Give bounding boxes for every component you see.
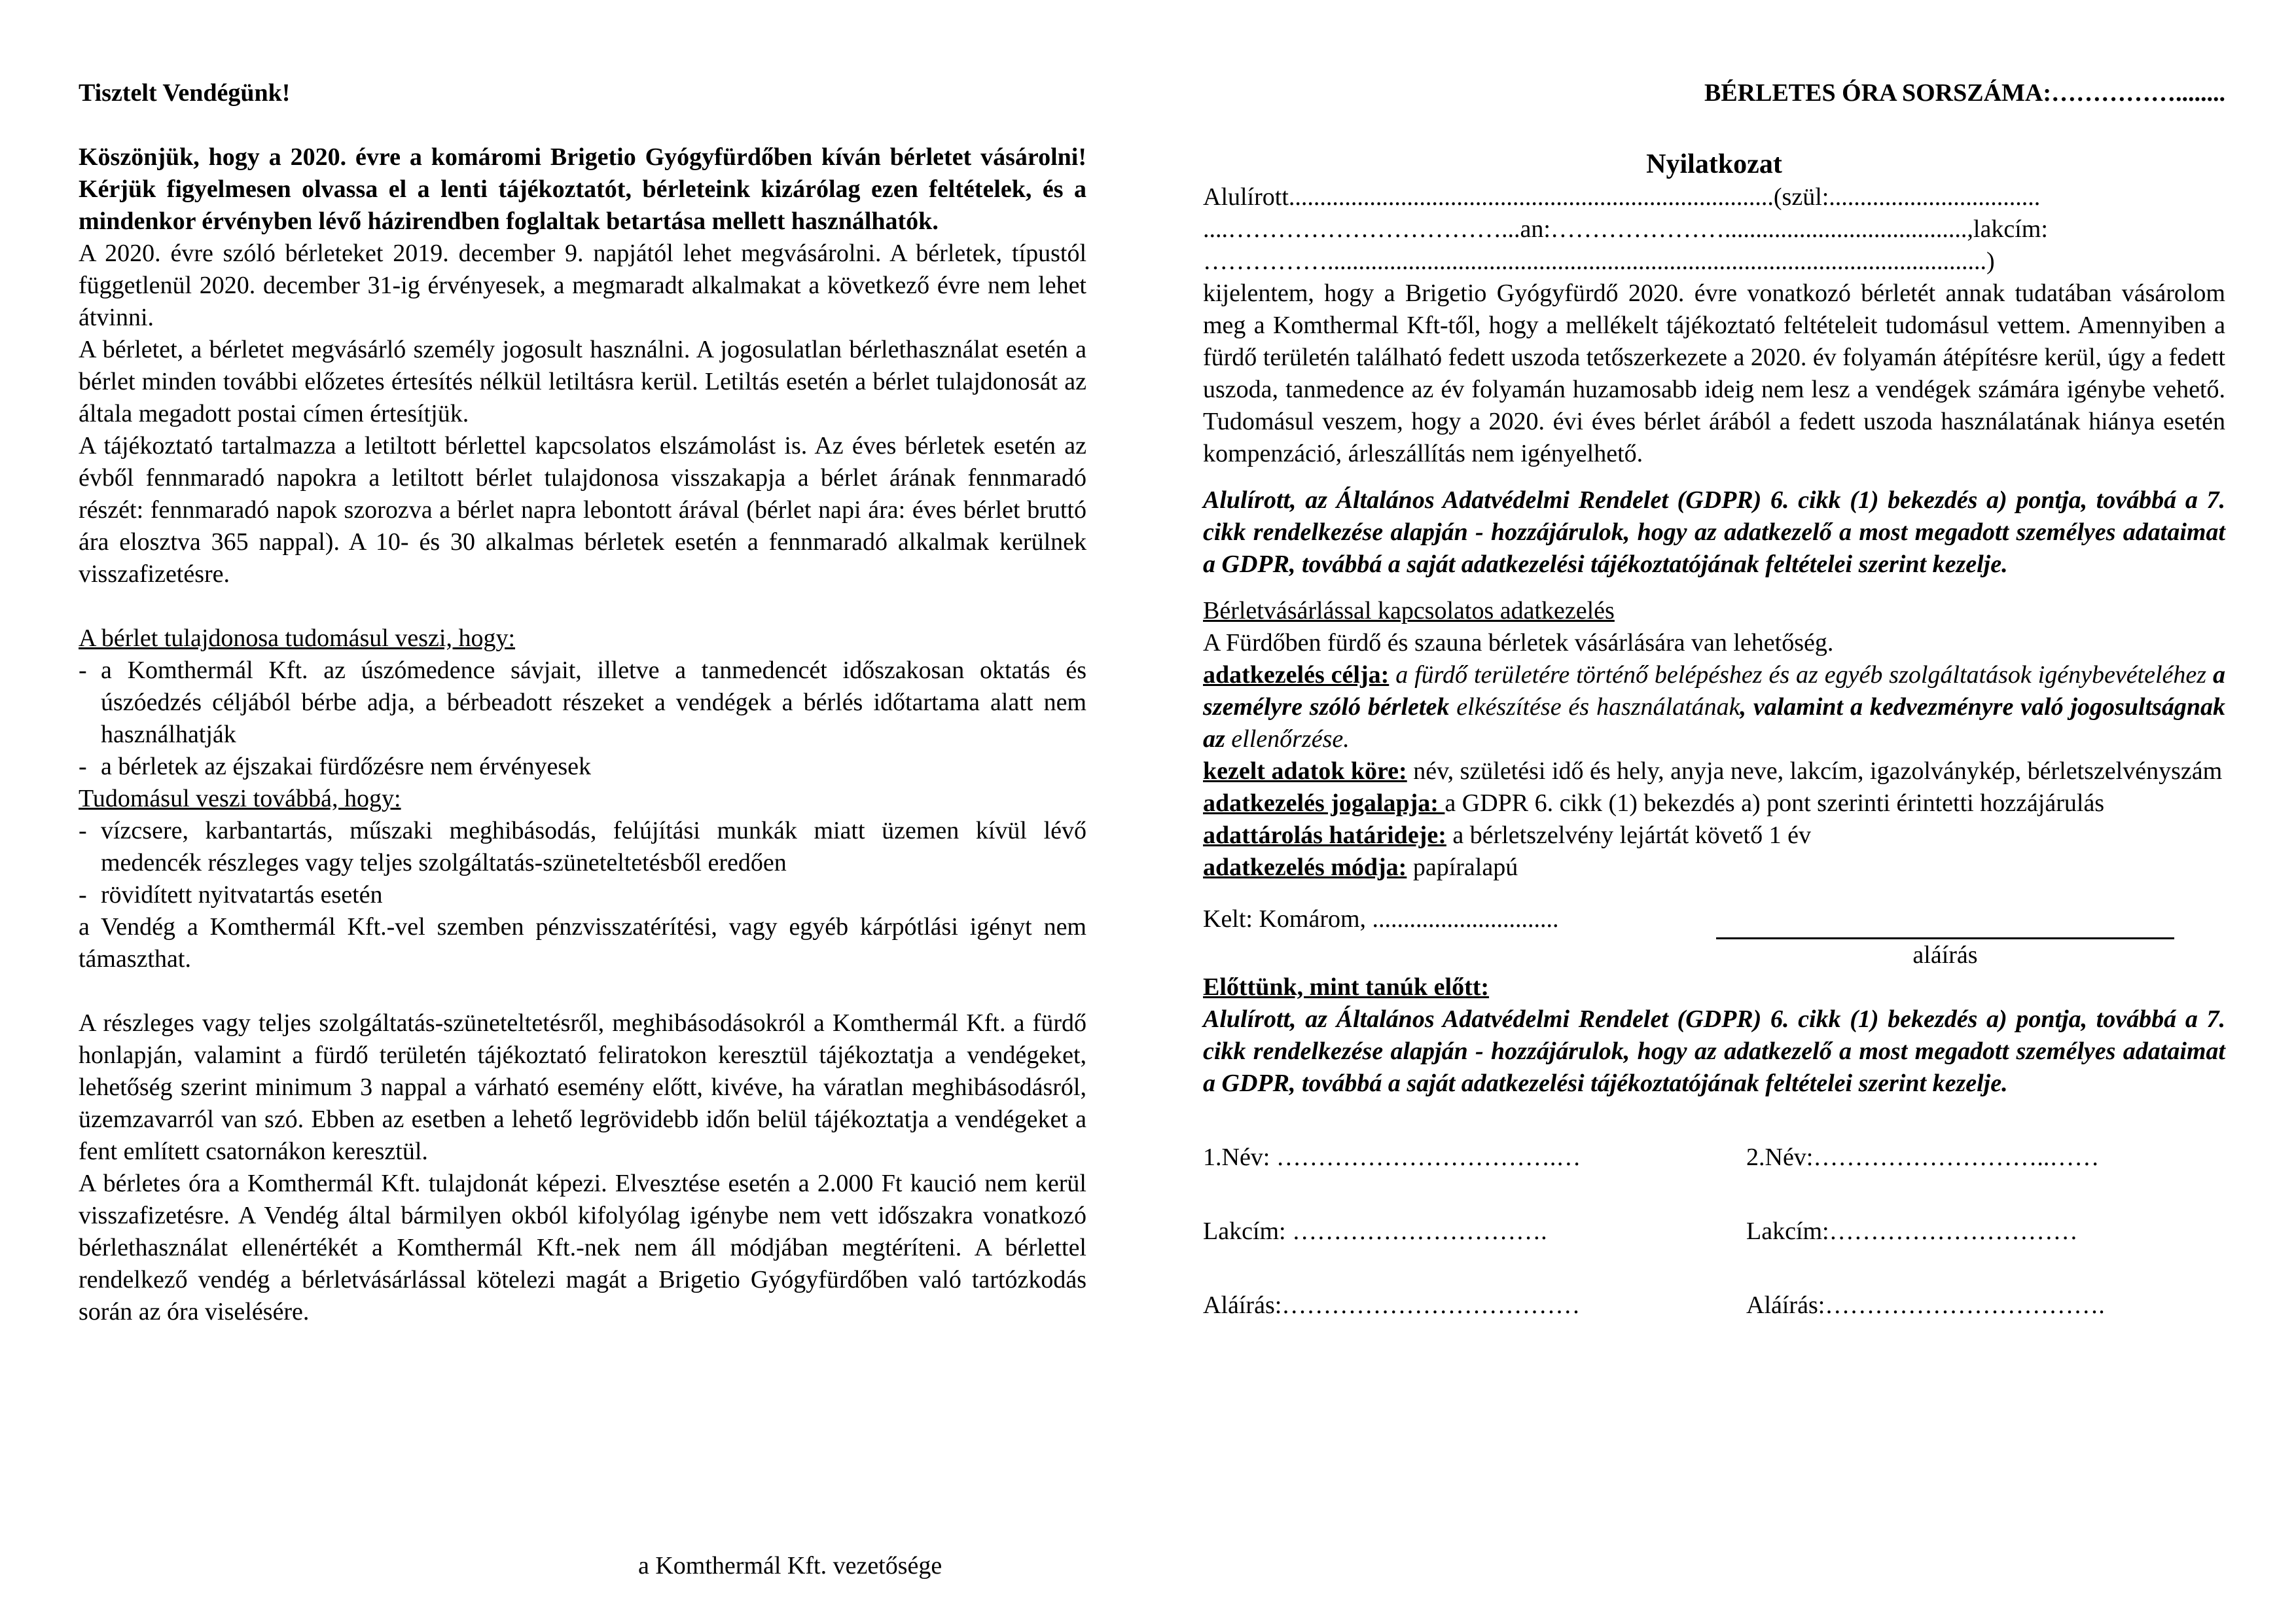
greeting: Tisztelt Vendégünk! (79, 79, 291, 107)
witness-address-row (1203, 1216, 2225, 1248)
intro-paragraph: Köszönjük, hogy a 2020. évre a komáromi Brigetio Gyógyfürdőben kíván bérletet vásárolni! Kérjük figyelmesen olvassa el a lenti tájékoztatót, bérleteink kizárólag ezen feltételek, és a mindenkor érvényben lévő házirendben foglaltak betartása mellett használhatók. (79, 143, 1086, 235)
witness2-signature-field[interactable]: Aláírás:……………………………. (1746, 1291, 2105, 1319)
form-line-address[interactable]: ……………..........................................................................................................) (1203, 247, 1995, 275)
acknowledgement-heading: A bérlet tulajdonosa tudomásul veszi, hogy: (79, 624, 516, 652)
signoff: a Komthermál Kft. vezetősége (638, 1552, 942, 1579)
signature-line[interactable] (1716, 903, 2174, 939)
form-line-mother[interactable]: ....……………………………...an:………………….......................................,lakcím: (1203, 215, 2048, 243)
watch-paragraph: A bérletes óra a Komthermál Kft. tulajdonát képezi. Elvesztése esetén a 2.000 Ft kaució nem kerül visszafizetésre. A Vendég által bármilyen okból kifolyólag igénybe nem vett időszakra vonatkozó bérlethasználat ellenértékét a Komthermál Kft.-nek nem áll módjában megtéríteni. A bérlettel rendelkező vendég a bérletvásárlással kötelezi magát a Brigetio Gyógyfürdőben való tartózkodás során az óra viselésére. (79, 1170, 1086, 1326)
dated-field[interactable]: Kelt: Komárom, .............................. (1203, 905, 1559, 933)
usage-paragraph: A bérletet, a bérletet megvásárló személy jogosult használni. A jogosulatlan bérlethasználat esetén a bérlet minden további előzetes értesítés nélkül letiltásra kerül. Letiltás esetén a bérlet tulajdonosát az általa megadott postai címen értesítjük. (79, 336, 1086, 427)
witness-name-row (1203, 1142, 2225, 1174)
watch-serial-label: BÉRLETES ÓRA SORSZÁMA:……………........ (1704, 79, 2225, 107)
data-handling-heading: Bérletvásárlással kapcsolatos adatkezelés (1203, 597, 1615, 624)
declaration-column (1203, 77, 2225, 1322)
scope-row: kezelt adatok köre: név, születési idő és hely, anyja neve, lakcím, igazolványkép, bérletszelvényszám (1203, 757, 2223, 785)
declaration-title: Nyilatkozat (1646, 149, 1782, 179)
method-row: adatkezelés módja: papíralapú (1203, 854, 1518, 881)
witness1-name-field[interactable]: 1.Név: …………………………….… (1203, 1144, 1581, 1171)
signature-block (1716, 903, 2174, 971)
validity-paragraph: A 2020. évre szóló bérleteket 2019. december 9. napjától lehet megvásárolni. A bérletek, típustól függetlenül 2020. december 31-ig érvényesek, a megmaradt alkalmakat a következő évre nem lehet átvinni. (79, 240, 1086, 331)
witness1-address-field[interactable]: Lakcím: …………………………. (1203, 1218, 1547, 1245)
witness-signature-row (1203, 1290, 2225, 1322)
no-compensation-text: a Vendég a Komthermál Kft.-vel szemben pénzvisszatérítési, vagy egyéb kárpótlási igényt nem támaszthat. (79, 913, 1086, 973)
info-column (79, 77, 1086, 1328)
retention-row: adattárolás határideje: a bérletszelvény lejártát követő 1 év (1203, 821, 1811, 849)
witness1-signature-field[interactable]: Aláírás:……………………………… (1203, 1291, 1581, 1319)
signature-caption: aláírás (1912, 941, 1978, 969)
gdpr-consent: Alulírott, az Általános Adatvédelmi Rendelet (GDPR) 6. cikk (1) bekezdés a) pontja, továbbá a 7. cikk rendelkezése alapján - hozzájárulok, hogy az adatkezelő a most megadott személyes adataimat a GDPR, továbbá a saját adatkezelési tájékoztatójának feltételei szerint kezelje. (1203, 486, 2225, 578)
witness2-address-field[interactable]: Lakcím:………………………… (1746, 1218, 2078, 1245)
form-line-name[interactable]: Alulírott..............................................................................(szül:.................................. (1203, 183, 2041, 211)
witness-heading: Előttünk, mint tanúk előtt: (1203, 973, 1490, 1001)
list-item: - rövidített nyitvatartás esetén (79, 881, 383, 909)
witness2-name-field[interactable]: 2.Név:………………………..…… (1746, 1144, 2100, 1171)
declaration-text: kijelentem, hogy a Brigetio Gyógyfürdő 2020. évre vonatkozó bérletét annak tudatában vásárolom meg a Komthermal Kft-től, hogy a mellékelt tájékoztató feltételeit tudomásul vettem. Amennyiben a fürdő területén található fedett uszoda tetőszerkezete a 2020. év folyamán átépítésre kerül, úgy a fedett uszoda, tanmedence az év folyamán huzamosabb ideig nem lesz a vendégek számára igénybe vehető. Tudomásul veszem, hogy a 2020. évi éves bérlet árából a fedett uszoda használatának hiánya esetén kompenzáció, árleszállítás nem igényelhető. (1203, 280, 2225, 467)
list-item: - a Komthermál Kft. az úszómedence sávjait, illetve a tanmedencét időszakosan oktatás és úszóedzés céljából bérbe adja, a bérbeadott részeket a vendégek a bérlés időtartama alatt nem használhatják (79, 657, 1086, 748)
legal-basis-row: adatkezelés jogalapja: a GDPR 6. cikk (1) bekezdés a) pont szerinti érintetti hozzájárulás (1203, 789, 2105, 817)
data-handling-intro: A Fürdőben fürdő és szauna bérletek vásárlására van lehetőség. (1203, 629, 1834, 657)
witness-consent: Alulírott, az Általános Adatvédelmi Rendelet (GDPR) 6. cikk (1) bekezdés a) pontja, továbbá a 7. cikk rendelkezése alapján - hozzájárulok, hogy az adatkezelő a most megadott személyes adataimat a GDPR, továbbá a saját adatkezelési tájékoztatójának feltételei szerint kezelje. (1203, 1005, 2225, 1097)
refund-paragraph: A tájékoztató tartalmazza a letiltott bérlettel kapcsolatos elszámolást is. Az éves bérletek esetén az évből fennmaradó napokra a letiltott bérlet tulajdonosa visszakapja a bérlet árának fennmaradó részét: fennmaradó napok szorozva a bérlet napra lebontott árával (bérlet napi ára: éves bérlet bruttó ára elosztva 365 nappal). A 10- és 30 alkalmas bérletek esetén a fennmaradó alkalmak kerülnek visszafizetésre. (79, 432, 1086, 588)
notification-paragraph: A részleges vagy teljes szolgáltatás-szüneteltetésről, meghibásodásokról a Komthermál Kft. a fürdő honlapján, valamint a fürdő területén tájékoztató feliratokon keresztül tájékoztatja a vendégeket, lehetőség szerint minimum 3 nappal a várható esemény előtt, kivéve, ha váratlan meghibásodásról, üzemzavarról van szó. Ebben az esetben a lehető legrövidebb időn belül tájékoztatja a vendégeket a fent említett csatornákon keresztül. (79, 1009, 1086, 1165)
list-item: - vízcsere, karbantartás, műszaki meghibásodás, felújítási munkák miatt üzemen kívül lévő medencék részleges vagy teljes szolgáltatás-szüneteltetésből eredően (79, 817, 1086, 876)
purpose-row: adatkezelés célja: a fürdő területére történő belépéshez és az egyéb szolgáltatások igénybevételéhez a személyre szóló bérletek elkészítése és használatának, valamint a kedvezményre való jogosultságnak az ellenőrzése. (1203, 661, 2225, 753)
signature-row (1203, 903, 2225, 971)
acknowledgement-heading-2: Tudomásul veszi továbbá, hogy: (79, 785, 401, 812)
list-item: - a bérletek az éjszakai fürdőzésre nem érvényesek (79, 753, 592, 780)
